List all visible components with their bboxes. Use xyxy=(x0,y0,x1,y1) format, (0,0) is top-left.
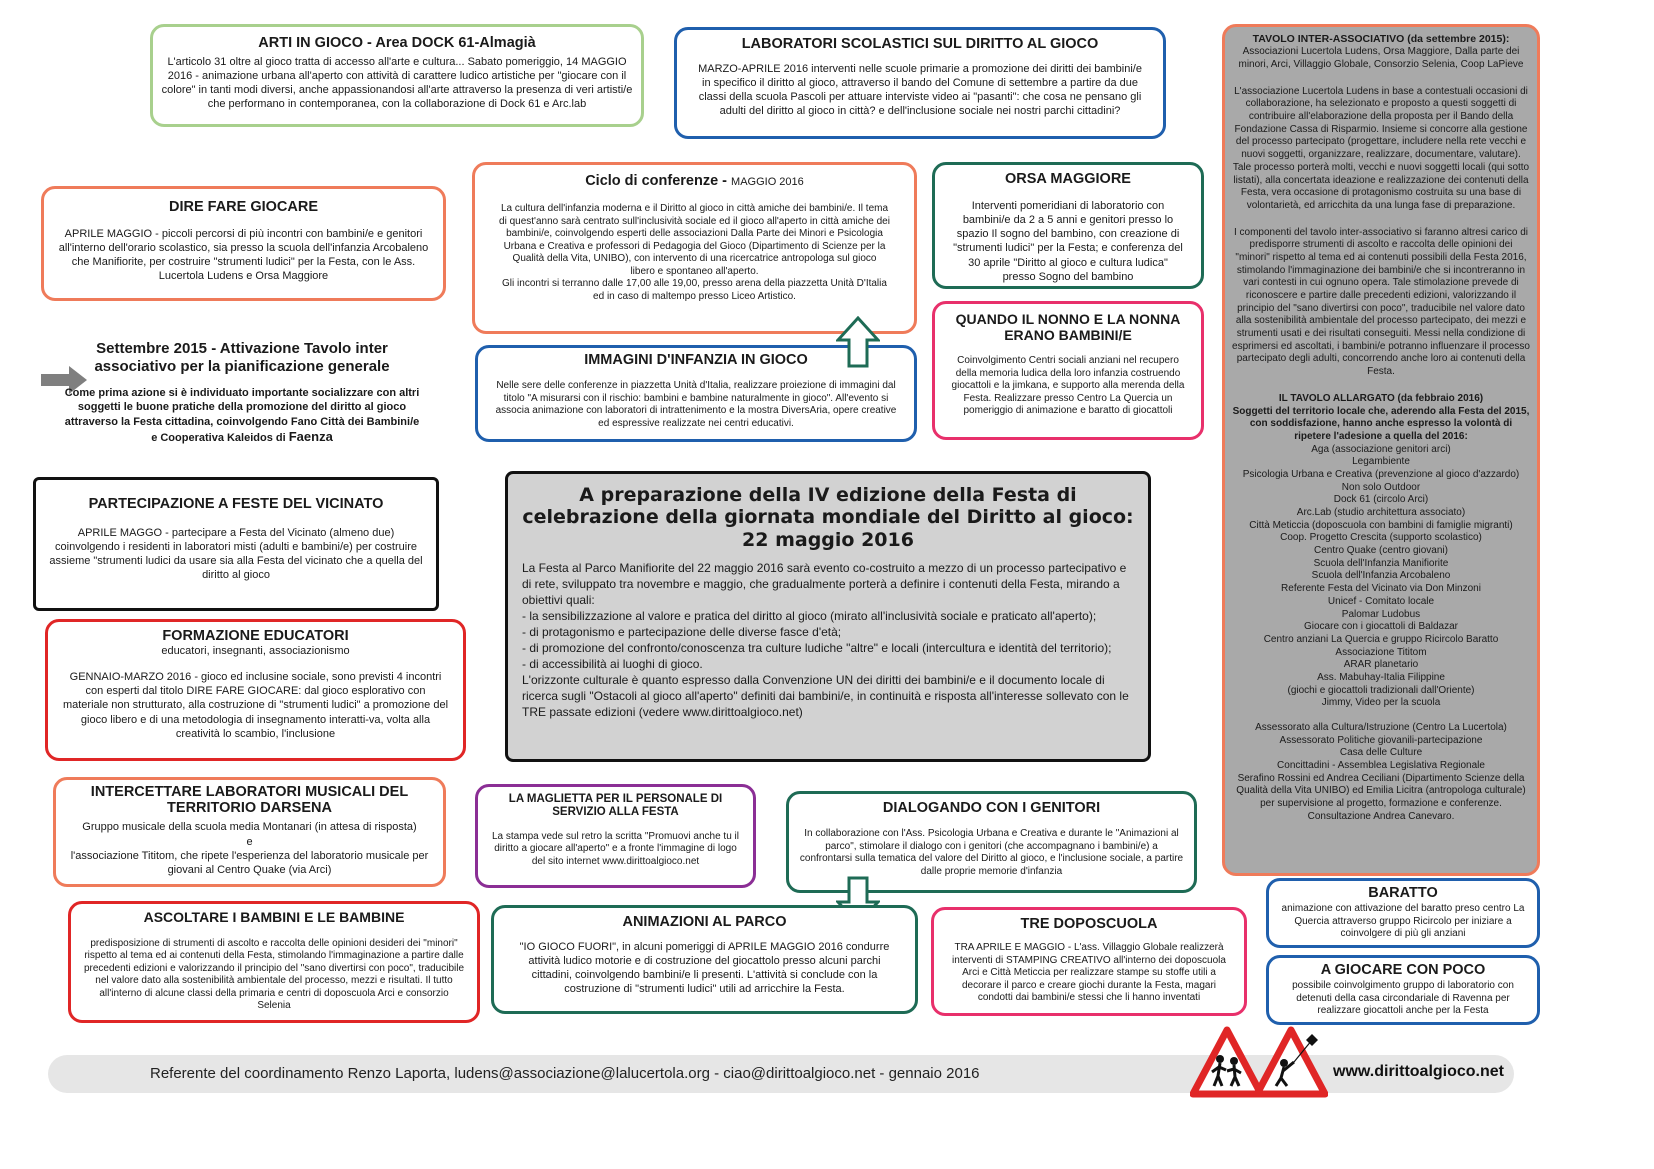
card-title: DIALOGANDO CON I GENITORI xyxy=(882,800,1101,816)
card-text-e: e xyxy=(246,835,253,848)
card-text: APRILE MAGGIO - piccoli percorsi di più incontri con bambini/e e genitori all'interno dell'orario scolastico, sia presso la scuola dell'infanzia Arcobaleno che Manifiorite, per costruire "strumenti ludici" per la Festa, con le Ass. Lucertola Ludens e Orsa Maggiore xyxy=(58,228,429,283)
sidebar-tavolo xyxy=(1222,24,1540,876)
card-title: LA MAGLIETTA PER IL PERSONALE DI SERVIZIO ALLA FESTA xyxy=(508,793,723,818)
list-item: Concittadini - Assemblea Legislativa Regionale xyxy=(1277,760,1485,772)
list-item: Assessorato Politiche giovanili-partecipazione xyxy=(1279,734,1483,746)
card-text: TRA APRILE E MAGGIO - L'ass. Villaggio Globale realizzerà interventi di STAMPING CREATIVO all'interno dei doposcuola Arci e Città Meticcia per realizzare stampe su stoffe utili a decorare il parco e creare giochi durante la Festa, magari condotti dai bambini/e stessi che li hanno inventati xyxy=(952,942,1226,1004)
sidebar-para-1: L'associazione Lucertola Ludens in base a contestuali occasioni di collaborazione, ha selezionato e proposto a questi soggetti di contribuire all'elaborazione della proposta per il Bando della Fondazione Cassa di Risparmio. Insieme si concorre alla gestione del processo partecipato (progettare, includere nella rete vecchi e nuovi soggetti, organizzare, realizzare, documentare, valutare). Tale processo porterà molti, vecchi e nuovi soggetti locali (qui sotto listati), alla concertata ideazione e realizzazione dei contenuti della Festa, vera occasione di protagonismo costruita su una base di volontarietà, ed arricchita da una lunga fase di preparazione. xyxy=(1232,85,1530,211)
card-formazione-educatori xyxy=(45,619,466,761)
card-quando-il-nonno xyxy=(932,301,1204,440)
main-bullet-2: - di protagonismo e partecipazione delle diverse fasce d'età; xyxy=(522,625,842,640)
list-item: Città Meticcia (doposcuola con bambini di famiglie migranti) xyxy=(1249,519,1513,531)
card-text: L'articolo 31 oltre al gioco tratta di accesso all'arte e cultura... Sabato pomeriggio, 14 MAGGIO 2016 - animazione urbana all'aperto con attività di carattere ludico artistiche per "giocare con il colore" in tanti modi diversi, anche appassionandosi all'arte attraverso la presenza di veri artisti/e che performano in contemporanea, con la collaborazione di Dock 61 e Arc.lab xyxy=(161,56,633,111)
list-item: Scuola dell'Infanzia Arcobaleno xyxy=(1311,570,1451,582)
card-text: APRILE MAGGO - partecipare a Festa del Vicinato (almeno due) coinvolgendo i residenti in laboratori misti (adulti e bambini/e) per costruire assieme "strumenti ludici da usare sia alla Festa del vicinato che a quella del diritto al gioco xyxy=(49,527,423,582)
card-baratto xyxy=(1266,878,1540,948)
card-text: possibile coinvolgimento gruppo di laboratorio con detenuti della casa circondariale di Ravenna per realizzare giocattoli anche per la Festa xyxy=(1292,980,1514,1017)
list-item: Palomar Ludobus xyxy=(1341,608,1421,620)
list-item: Referente Festa del Vicinato via Don Minzoni xyxy=(1281,583,1481,595)
list-item: Associazione Tititom xyxy=(1335,646,1427,658)
list-item: (giochi e giocattoli tradizionali dall'Oriente) xyxy=(1287,684,1475,696)
sidebar-members-list xyxy=(1231,444,1531,710)
card-ciclo-conferenze xyxy=(472,162,917,334)
tavolo-inter-associativo-section xyxy=(64,340,420,446)
card-text: In collaborazione con l'Ass. Psicologia Urbana e Creativa e durante le "Animazioni al parco", stimolare il dialogo con i genitori (che accompagnano i bambini/e) a confrontarsi sulla tematica del valore del Diritto al gioco, e l'inclusione sociale, a partire dalle proprie memorie d'infanzia xyxy=(799,828,1184,877)
card-title: QUANDO IL NONNO E LA NONNA ERANO BAMBINI/E xyxy=(955,311,1181,343)
card-text-2: l'associazione Tititom, che ripete l'esperienza del laboratorio musicale per giovani al Centro Quake (via Arci) xyxy=(70,849,429,876)
main-bullet-1: - la sensibilizzazione al valore e pratica del diritto al gioco (mirato all'inclusività sociale e praticato all'aperto); xyxy=(522,609,1097,624)
card-title: ASCOLTARE I BAMBINI E LE BAMBINE xyxy=(143,909,405,925)
list-item: Non solo Outdoor xyxy=(1341,481,1421,493)
card-arti-in-gioco xyxy=(150,24,644,127)
card-animazioni-parco xyxy=(491,905,918,1014)
section-title: Settembre 2015 - Attivazione Tavolo inter associativo per la pianificazione generale xyxy=(94,340,390,375)
list-item: Scuola dell'Infanzia Manifiorite xyxy=(1313,557,1449,569)
card-title-date: MAGGIO 2016 xyxy=(731,176,804,188)
sidebar-tavolo-members: Associazioni Lucertola Ludens, Orsa Maggiore, Dalla parte dei minori, Arci, Villaggio Globale, Consorzio Selenia, Coop LaPieve xyxy=(1238,46,1524,71)
sidebar-allargato-title: IL TAVOLO ALLARGATO (da febbraio 2016) xyxy=(1278,392,1484,404)
card-orsa-maggiore xyxy=(932,162,1204,289)
list-item: Ass. Mabuhay-Italia Filippine xyxy=(1317,671,1445,683)
sidebar-para-2: I componenti del tavolo inter-associativo si faranno altresi carico di predisporre strumenti di ascolto e raccolta delle opinioni dei "minori" rispetto al tema ed ai contenuti possibili della Festa 2016, stimolando l'immaginazione dei bambini/e che si incontreranno in vari contesti in cui ognuno opera. Tale stimolazione prevede di riconoscere e partire dalle precedenti edizioni, valorizzando il principio del "sano divertirsi con poco", traducibile nel valore dato alla sostenibilità ambientale del processo partecipato, dei mezzi e strumenti usati e dei risultati conseguiti. Messi nella condizione di esprimersi ed ascoltati, i bambini/e potranno influenzare il processo partecipato degli adulti, concorrendo anche loro ai contenuti della Festa. xyxy=(1232,226,1530,378)
list-item: Assessorato alla Cultura/Istruzione (Centro La Lucertola) xyxy=(1255,722,1507,734)
list-item: Centro Quake (centro giovani) xyxy=(1314,545,1448,557)
list-item: Coop. Progetto Crescita (supporto scolastico) xyxy=(1280,532,1482,544)
list-item: Centro anziani La Quercia e gruppo Ricircolo Baratto xyxy=(1263,633,1499,645)
card-maglietta xyxy=(475,784,756,888)
list-item: Psicologia Urbana e Creativa (prevenzione al gioco d'azzardo) xyxy=(1242,468,1520,480)
main-bullet-4: - di accessibilità ai luoghi di gioco. xyxy=(522,656,703,671)
sidebar-allargato-desc: Soggetti del territorio locale che, aderendo alla Festa del 2015, con soddisfazione, hanno anche espresso la volontà di ripetere l'adesione a quella del 2016: xyxy=(1232,405,1530,442)
card-text: Interventi pomeridiani di laboratorio con bambini/e da 2 a 5 anni e genitori presso lo spazio Il sogno del bambino, con creazione di "strumenti ludici" per la Festa; e conferenza del 30 aprile "Diritto al gioco e cultura ludica" presso Sogno del bambino xyxy=(953,200,1183,283)
sidebar-institutions-list xyxy=(1231,722,1531,773)
card-title: ANIMAZIONI AL PARCO xyxy=(622,914,787,930)
card-text: MARZO-APRILE 2016 interventi nelle scuole primarie a promozione dei diritti dei bambini/e in specifico il diritto al gioco, attraverso il bando del Comune di settembre a partire da due classi della scuola Pascoli per attuare interviste video ai "pasanti": che cosa ne pensano gli adulti del diritto al gioco in città? e dell'inclusione sociale nei nostri parchi cittadini? xyxy=(698,63,1142,118)
main-festa-box xyxy=(505,471,1151,762)
footer-site-link[interactable]: www.dirittoalgioco.net xyxy=(1333,1063,1504,1080)
section-text-body: Come prima azione si è individuato importante socializzare con altri soggetti le buone pratiche della promozione del diritto al gioco attraverso la Festa cittadina, coinvolgendo Fano Città dei Bambini/e e Cooperativa Kaleidos di xyxy=(64,387,420,444)
card-title: LABORATORI SCOLASTICI SUL DIRITTO AL GIOCO xyxy=(741,36,1099,52)
list-item: Arc.Lab (studio architettura associato) xyxy=(1296,507,1466,519)
main-title: A preparazione della IV edizione della Festa di celebrazione della giornata mondiale del Diritto al gioco: 22 maggio 2016 xyxy=(522,484,1134,551)
card-laboratori-musicali xyxy=(53,777,446,887)
list-item: Dock 61 (circolo Arci) xyxy=(1333,494,1429,506)
card-giocare-con-poco xyxy=(1266,955,1540,1025)
sidebar-experts: Serafino Rossini ed Andrea Ceciliani (Dipartimento Scienze della Qualità della Vita UNIBO) ed Emilia Licitra (antropologa culturale) per supervisione al progetto, formazione e conferenze. Consultazione Andrea Canevaro. xyxy=(1236,772,1526,822)
card-title: BARATTO xyxy=(1368,885,1438,901)
card-title: IMMAGINI D'INFANZIA IN GIOCO xyxy=(584,352,808,368)
list-item: Legambiente xyxy=(1352,456,1410,468)
warning-child-kite-sign-icon xyxy=(1254,1026,1328,1098)
main-bullet-3: - di promozione del confronto/conoscenza tra culture ludiche "altre" e locali (intercultura e identità del territorio); xyxy=(522,640,1112,655)
card-title: INTERCETTARE LABORATORI MUSICALI DEL TERRITORIO DARSENA xyxy=(90,784,409,817)
card-text: La stampa vede sul retro la scritta "Promuovi anche tu il diritto a giocare all'aperto" e a fronte l'immagine di logo del sito internet www.dirittoalgioco.net xyxy=(492,830,739,867)
card-title: FORMAZIONE EDUCATORI xyxy=(162,628,349,644)
card-text: GENNAIO-MARZO 2016 - gioco ed inclusine sociale, sono previsti 4 incontri con esperti dal titolo DIRE FARE GIOCARE: dal gioco esplorativo con materiale non strutturato, alla costruzione di "strumenti ludici" a promozione del gioco libero e di una metodologia di insegnamento interatti-va, volta alla creatività lo scambio, l'inclusione xyxy=(62,671,449,740)
card-title: PARTECIPAZIONE A FESTE DEL VICINATO xyxy=(88,496,384,512)
list-item: Giocare con i giocattoli di Baldazar xyxy=(1304,621,1458,633)
card-feste-vicinato xyxy=(33,477,439,611)
section-text-city: Faenza xyxy=(288,428,333,444)
card-text: Nelle sere delle conferenze in piazzetta Unità d'Italia, realizzare proiezione di immagini dal titolo "A misurarsi con il rischio: bambini e bambine naturalmente in gioco". All'evento si associa animazione con laboratori di intrattenimento e la mostra DiversAria, opere creative ed espressive realizzate nei centri educativi. xyxy=(495,380,897,429)
list-item: Jimmy, Video per la scuola xyxy=(1321,697,1441,709)
card-text: Coinvolgimento Centri sociali anziani nel recupero della memoria ludica della loro infanzia costruendo giocattoli e la jimkana, e supporto alla merenda della Festa. Realizzare presso Centro La Quercia un pomeriggio di animazione e baratto di giocattoli xyxy=(951,355,1185,417)
card-text: predisposizione di strumenti di ascolto e raccolta delle opinioni desideri dei "minori" rispetto al tema ed ai contenuti della Festa, stimolando l'immaginazione a partire dalle precedenti edizioni e valorizzando il principio del "sano divertirsi con poco", traducibile nel valore dato alla sostenibilità ambientale del processo, mezzi e risultati. Il tutto all'interno di alcune classi della primaria e centri di doposcuola Arci e consorzio Selenia xyxy=(83,937,465,1012)
card-text: "IO GIOCO FUORI", in alcuni pomeriggi di APRILE MAGGIO 2016 condurre attività ludico motorie e di costruzione del giocattolo presso alcuni parchi cittadini, coinvolgendo bambini/e li presenti. L'attività si conclude con la costruzione di "strumenti ludici" utili ad arricchire la Festa. xyxy=(519,941,890,996)
list-item: Casa delle Culture xyxy=(1339,747,1423,759)
footer-referent: Referente del coordinamento Renzo Laporta, ludens@associazione@lalucertola.org - ciao@dirittoalgioco.net - gennaio 2016 xyxy=(150,1065,980,1082)
main-outro: L'orizzonte culturale è quanto espresso dalla Convenzione UN dei diritti dei bambini/e e il documento locale di ricerca sugli "Ostacoli al gioco all'aperto" definiti dai bambini/e, in continuità e risposta all'interesse sollevato con le TRE passate edizioni (vedere www.dirittoalgioco.net) xyxy=(522,672,1129,719)
card-title-text: Ciclo di conferenze - xyxy=(585,173,727,189)
warning-children-sign-icon xyxy=(1190,1026,1264,1098)
card-title xyxy=(499,173,890,189)
card-tre-doposcuola xyxy=(931,907,1247,1016)
list-item: Unicef - Comitato locale xyxy=(1327,595,1435,607)
card-title: A GIOCARE CON POCO xyxy=(1320,962,1486,978)
list-item: Aga (associazione genitori arci) xyxy=(1311,443,1451,455)
card-title: ARTI IN GIOCO - Area DOCK 61-Almagià xyxy=(258,35,536,51)
card-ascoltare-bambini xyxy=(68,901,480,1023)
card-subtitle: educatori, insegnanti, associazionismo xyxy=(161,645,350,658)
list-item: ARAR planetario xyxy=(1343,659,1419,671)
card-text: Gruppo musicale della scuola media Montanari (in attesa di risposta) xyxy=(82,821,417,834)
main-intro: La Festa al Parco Manifiorite del 22 maggio 2016 sarà evento co-costruito a mezzo di un processo partecipativo e di rete, sviluppato tra novembre e maggio, che gradualmente porterà a definire i contenuti della Festa, mirando a obiettivi quali: xyxy=(522,561,1127,608)
arrow-up-icon xyxy=(836,316,880,368)
card-dire-fare-giocare xyxy=(41,186,446,301)
card-title: DIRE FARE GIOCARE xyxy=(168,199,319,215)
card-text-2: Gli incontri si terranno dalle 17,00 alle 19,00, presso arena della piazzetta Unità D'Italia ed in caso di maltempo presso Liceo Artistico. xyxy=(502,278,887,302)
card-text: animazione con attivazione del baratto preso centro La Quercia attraverso gruppo Ricircolo per iniziare a coinvolgere di più gli anziani xyxy=(1281,903,1525,940)
card-text: La cultura dell'infanzia moderna e il Diritto al gioco in città amiche dei bambini/e. Il tema di quest'anno sarà centrato sull'inclusività sociale ed il gioco all'aperto in città amiche dei bambini/e, coinvolgendo esperti delle associazioni Dalla Parte dei Minori e Psicologia Urbana e Creativa e professori di Pedagogia del Gioco (Dipartimento di Scienze per la Qualità della Vita, UNIBO), con intervento di una ricercatrice antropologa sul gioco libero e spontaneo all'aperto. xyxy=(499,203,890,277)
card-laboratori-scolastici xyxy=(674,27,1166,139)
card-title: TRE DOPOSCUOLA xyxy=(1020,916,1158,932)
sidebar-tavolo-title: TAVOLO INTER-ASSOCIATIVO (da settembre 2015): xyxy=(1252,33,1510,45)
card-title: ORSA MAGGIORE xyxy=(1005,171,1131,187)
section-text xyxy=(64,386,420,446)
